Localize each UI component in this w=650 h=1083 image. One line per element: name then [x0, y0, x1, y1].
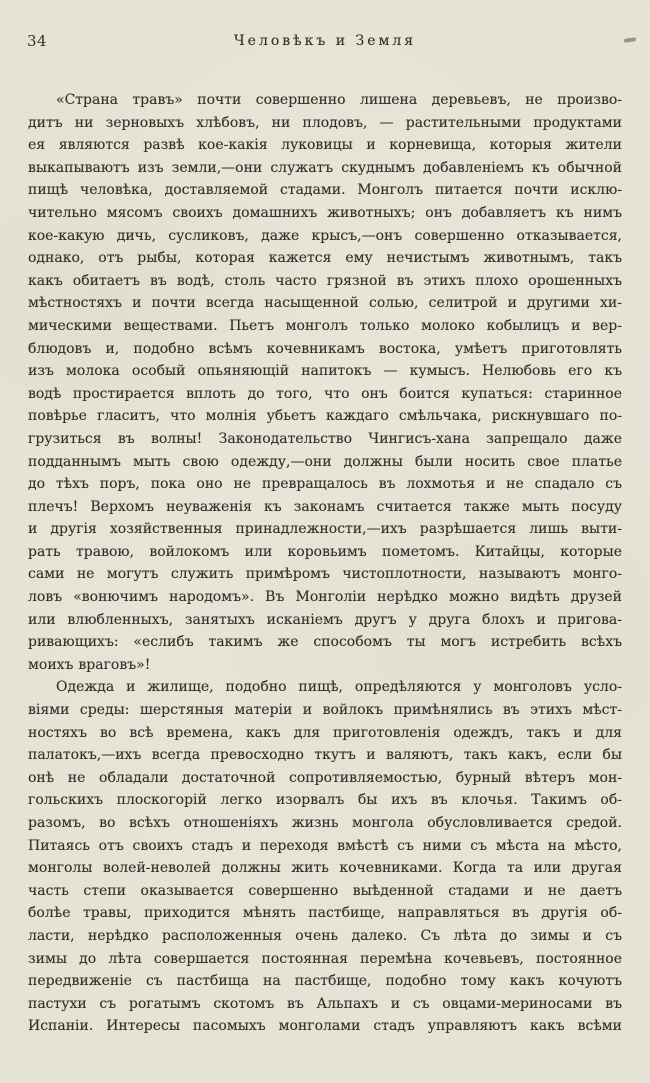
text-line: Испаніи. Интересы пасомыхъ монголами стадъ управляютъ какъ всѣми [28, 1018, 622, 1035]
text-line: сами не могутъ служить примѣромъ чистоплотности, называютъ монго- [28, 566, 622, 583]
text-line: разомъ, во всѣхъ отношеніяхъ жизнь монгола обусловливается средой. [28, 815, 622, 831]
text-line: выкапываютъ изъ земли,—они служатъ скуднымъ добавленіемъ къ обычной [28, 159, 622, 176]
text-line: віями среды: шерстяныя матеріи и войлокъ примѣнялись въ этихъ мѣст- [28, 702, 622, 719]
text-line: ривающихъ: «еслибъ такимъ же способомъ ты могъ истребить всѣхъ [28, 634, 622, 651]
page-header [27, 30, 623, 52]
page-body [28, 89, 622, 1038]
text-line: ея являются развѣ кое-какія луковицы и корневища, которыя жители [28, 137, 622, 154]
text-line: и другія хозяйственныя принадлежности,—ихъ разрѣшается лишь выти- [28, 521, 622, 538]
text-line: водѣ простирается вплоть до того, что онъ боится купаться: старинное [28, 385, 622, 402]
text-line: Питаясь отъ своихъ стадъ и переходя вмѣстѣ съ ними съ мѣста на мѣсто, [28, 837, 622, 854]
running-title: Человѣкъ и Земля [233, 33, 417, 49]
text-line: болѣе травы, приходится мѣнять пастбище, направляться въ другія об- [28, 905, 622, 922]
text-line: часть степи оказывается совершенно выѣденной стадами и не даетъ [28, 882, 622, 899]
text-line: изъ молока особый опьяняющій напитокъ — кумысъ. Нелюбовь его къ [28, 363, 622, 380]
text-line: ласти, нерѣдко расположенныя очень далеко. Съ лѣта до зимы и съ [28, 927, 622, 944]
text-line: повѣрье гласитъ, что молнія убьетъ каждаго смѣльчака, рискнувшаго по- [28, 408, 622, 425]
text-line: мическими веществами. Пьетъ монголъ только молоко кобылицъ и вер- [28, 317, 622, 334]
text-line: пастухи съ рогатымъ скотомъ въ Альпахъ и съ овцами-мериносами въ [28, 995, 622, 1012]
text-line: гольскихъ плоскогорій легко изорвалъ бы ихъ въ клочья. Такимъ об- [28, 792, 622, 809]
text-line: передвиженіе съ пастбища на пастбище, подобно тому какъ кочуютъ [28, 973, 622, 990]
text-line: моихъ враговъ»! [28, 656, 151, 673]
page-number: 34 [27, 32, 48, 50]
text-line: однако, отъ рыбы, которая кажется ему нечистымъ животнымъ, такъ [28, 250, 622, 267]
text-line: подданнымъ мыть свою одежду,—они должны были носить свое платье [28, 453, 622, 470]
text-line: онѣ не обладали достаточной сопротивляемостью, бурный вѣтеръ мон- [28, 769, 622, 786]
text-line: зимы до лѣта совершается постоянная перемѣна кочевьевъ, постоянное [28, 950, 622, 967]
text-line: «Страна травъ» почти совершенно лишена деревьевъ, не произво- [56, 92, 622, 108]
paragraph [28, 676, 622, 1038]
text-line: блюдовъ и, подобно всѣмъ кочевникамъ востока, умѣетъ приготовлять [28, 340, 622, 357]
text-line: ностяхъ во всѣ времена, какъ для приготовленія одеждъ, такъ и для [28, 724, 622, 741]
text-line: рать травою, войлокомъ или коровьимъ пометомъ. Китайцы, которые [28, 543, 622, 560]
text-line: грузиться въ волны! Законодательство Чингисъ-хана запрещало даже [28, 430, 622, 447]
text-line: плечъ! Верхомъ неуваженія къ законамъ считается также мыть посуду [28, 498, 622, 515]
text-line: до тѣхъ поръ, пока оно не превращалось въ лохмотья и не спадало съ [28, 476, 622, 493]
text-line: или влюбленныхъ, занятыхъ исканіемъ другъ у друга блохъ и пригова- [28, 611, 622, 628]
ink-speck [624, 37, 636, 43]
text-line: Одежда и жилище, подобно пищѣ, опредѣляются у монголовъ усло- [56, 679, 622, 696]
text-line: дитъ ни зерновыхъ хлѣбовъ, ни плодовъ, — растительными продуктами [28, 114, 622, 131]
text-line: пищѣ человѣка, доставляемой стадами. Монголъ питается почти исклю- [28, 182, 622, 199]
text-line: палатокъ,—ихъ всегда превосходно ткутъ и валяютъ, такъ какъ, если бы [28, 747, 622, 764]
paragraph [28, 89, 622, 676]
text-line: мѣстностяхъ и почти всегда насыщенной солью, селитрой и другими хи- [28, 295, 622, 312]
text-line: чительно мясомъ своихъ домашнихъ животныхъ; онъ добавляетъ къ нимъ [28, 204, 622, 221]
text-line: ловъ «вонючимъ народомъ». Въ Монголіи нерѣдко можно видѣть друзей [28, 589, 622, 606]
text-line: какъ обитаетъ въ водѣ, столь часто грязной въ этихъ плохо орошенныхъ [28, 272, 622, 289]
text-line: монголы волей-неволей должны жить кочевниками. Когда та или другая [28, 860, 622, 877]
text-line: кое-какую дичь, сусликовъ, даже крысъ,—онъ совершенно отказывается, [28, 227, 622, 244]
